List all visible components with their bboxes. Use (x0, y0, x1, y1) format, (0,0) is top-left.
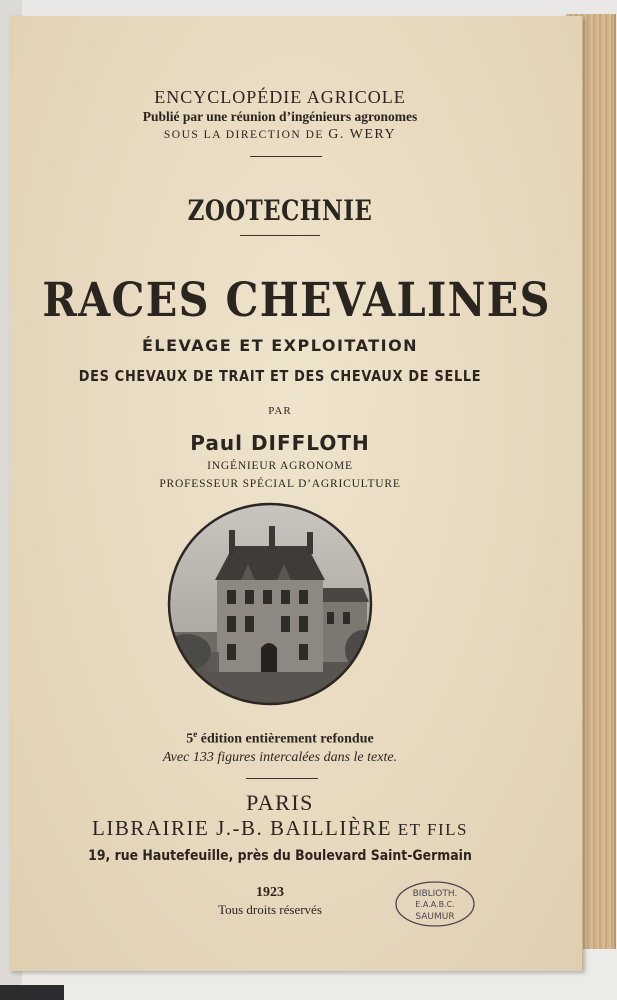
divider-rule (250, 156, 322, 157)
book-title: RACES CHEVALINES (42, 273, 551, 328)
edition-text: édition entièrement refondue (197, 731, 374, 747)
author-credential-1: INGÉNIEUR AGRONOME (207, 460, 353, 472)
edition-suffix: e (193, 729, 198, 739)
figures-note: Avec 133 figures intercalées dans le texte. (162, 750, 398, 765)
subject-field: ZOOTECHNIE (187, 194, 373, 227)
publisher-name (10, 816, 550, 841)
series-direction (10, 127, 550, 143)
divider-rule (246, 778, 318, 779)
series-title: ENCYCLOPÉDIE AGRICOLE (154, 87, 406, 107)
publication-year: 1923 (256, 885, 284, 900)
divider-rule (240, 235, 320, 236)
stamp-line1: BIBLIOTH. (412, 889, 458, 899)
scan-background-dark (0, 985, 64, 1000)
author-name: Paul DIFFLOTH (190, 431, 370, 455)
chateau-vignette-icon (167, 502, 373, 706)
book-subtitle-line2: DES CHEVAUX DE TRAIT ET DES CHEVAUX DE SELLE (78, 367, 482, 385)
series-subtitle: Publié par une réunion d’ingénieurs agronomes (142, 109, 418, 124)
author-credential-2: PROFESSEUR SPÉCIAL D’AGRICULTURE (159, 478, 401, 490)
title-page (10, 16, 583, 971)
by-label: PAR (268, 405, 292, 417)
publisher-address: 19, rue Hautefeuille, près du Boulevard Saint-Germain (88, 848, 472, 864)
book-subtitle-line1: ÉLEVAGE ET EXPLOITATION (141, 336, 419, 355)
director-name: G. WERY (328, 127, 397, 142)
library-stamp (394, 880, 476, 928)
stamp-line2: E.A.A.B.C. (415, 900, 455, 909)
edition-line (10, 729, 550, 748)
publisher-suffix: ET FILS (392, 820, 468, 839)
stamp-line3: SAUMUR (415, 912, 455, 922)
rights-notice: Tous droits réservés (218, 902, 322, 917)
scan-background-top (0, 0, 617, 14)
direction-prefix: SOUS LA DIRECTION DE (163, 129, 324, 141)
publisher-main: LIBRAIRIE J.-B. BAILLIÈRE (92, 816, 393, 840)
edition-number: 5 (186, 731, 194, 747)
publication-city: PARIS (246, 790, 314, 815)
